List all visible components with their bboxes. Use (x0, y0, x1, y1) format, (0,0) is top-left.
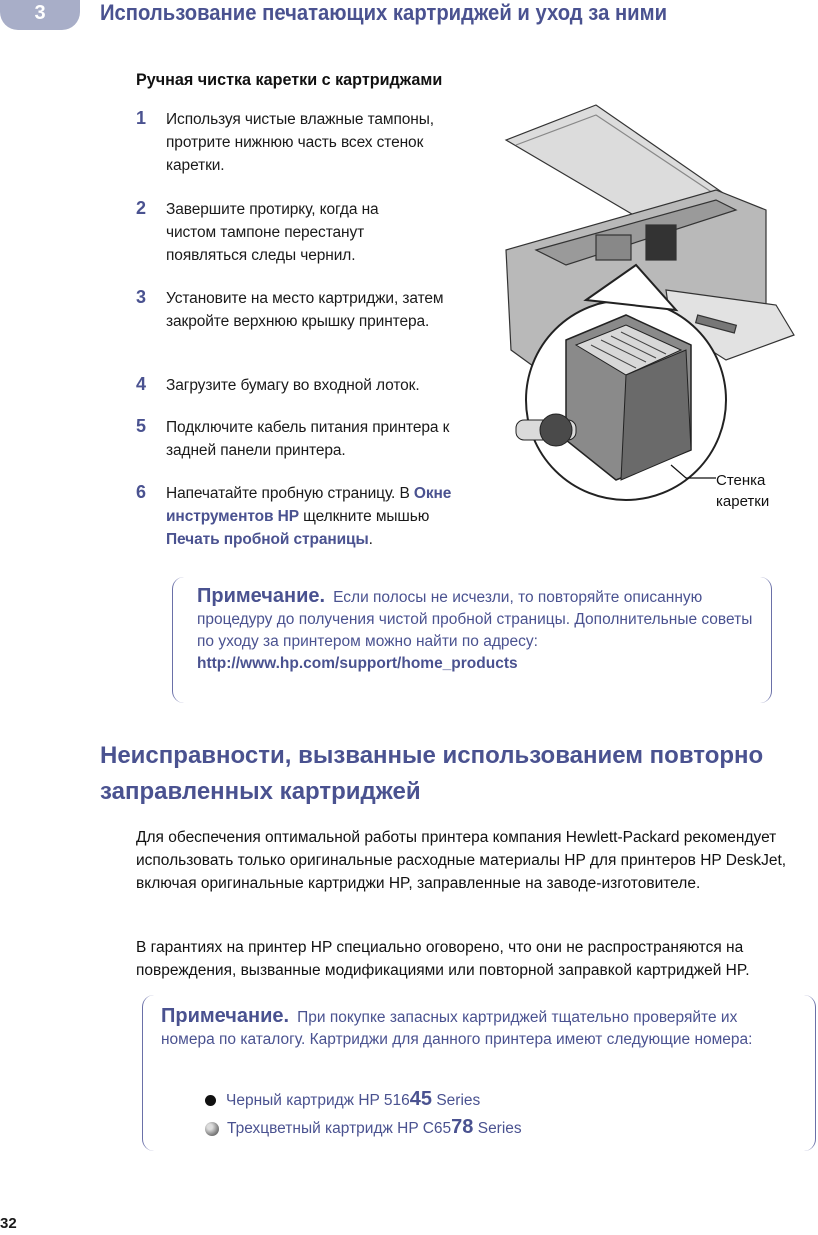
chapter-tab: 3 (0, 0, 80, 30)
step-5 (136, 416, 476, 462)
paragraph: В гарантиях на принтер HP специально оговорено, что они не распространяются на повреждения, вызванные модификациями или повторной заправкой картриджей HP. (136, 939, 750, 979)
step-6 (136, 482, 476, 551)
print-test-page-link[interactable]: Печать пробной страницы (166, 531, 369, 548)
section-title: Ручная чистка каретки с картриджами (136, 70, 443, 89)
item-number: 78 (451, 1116, 474, 1138)
step-text-part: щелкните мышью (298, 508, 430, 525)
note-content (161, 1005, 781, 1051)
step-2 (136, 198, 476, 267)
printer-illustration (476, 100, 806, 530)
support-url-link[interactable]: http://www.hp.com/support/home_products (197, 655, 518, 672)
step-number: 6 (136, 482, 147, 502)
step-number: 1 (136, 108, 147, 128)
tricolor-cartridge-icon (205, 1122, 219, 1136)
item-suffix: Series (473, 1120, 522, 1137)
step-number: 2 (136, 198, 147, 218)
paragraph: Для обеспечения оптимальной работы принтера компания Hewlett-Packard рекомендует использовать только оригинальные расходные материалы HP для принтеров HP DeskJet, включая оригинальные картриджи HP, заправленные на заводе-изготовителе. (136, 829, 787, 892)
step-text-part: Напечатайте пробную страницу. В (166, 485, 414, 502)
note-text: При покупке запасных картриджей тщательно проверяйте их номера по каталогу. Картриджи для данного принтера имеют следующие номера: (161, 1009, 753, 1048)
note-box (172, 577, 772, 703)
item-prefix: Трехцветный картридж HP C65 (227, 1120, 452, 1137)
step-text: Завершите протирку, когда на чистом тампоне перестанут появляться следы чернил. (166, 201, 379, 264)
note-content (197, 585, 757, 675)
step-text-part: . (368, 531, 373, 548)
caption-line: Стенка (716, 472, 766, 489)
step-number: 3 (136, 287, 147, 307)
black-cartridge-icon (205, 1095, 216, 1106)
step-text: Используя чистые влажные тампоны, протрите нижнюю часть всех стенок каретки. (166, 111, 435, 174)
page-number: 32 (0, 1215, 17, 1232)
item-number: 45 (409, 1088, 433, 1110)
item-suffix: Series (432, 1092, 481, 1109)
step-number: 4 (136, 374, 147, 394)
step-3 (136, 287, 476, 333)
step-number: 5 (136, 416, 147, 436)
section-heading: Неисправности, вызванные использованием повторно заправленных картриджей (100, 742, 764, 805)
caption-line: каретки (716, 493, 770, 510)
step-text: Установите на место картриджи, затем закройте верхнюю крышку принтера. (166, 290, 444, 330)
note-label: Примечание. (197, 585, 326, 607)
item-prefix: Черный картридж HP 516 (226, 1092, 410, 1109)
step-text (166, 482, 466, 551)
toolbox-link[interactable]: Окне инструментов HP (166, 485, 452, 525)
chapter-title: Использование печатающих картриджей и уход за ними (100, 0, 668, 25)
step-text: Подключите кабель питания принтера к задней панели принтера. (166, 419, 450, 459)
cartridge-item (205, 1088, 480, 1111)
step-text: Загрузите бумагу во входной лоток. (166, 377, 420, 394)
note-text: Если полосы не исчезли, то повторяйте описанную процедуру до получения чистой пробной страницы. Дополнительные советы по уходу за принтером можно найти по адресу: (197, 589, 753, 650)
step-4 (136, 374, 476, 397)
cartridge-item (205, 1116, 522, 1139)
note-label: Примечание. (161, 1005, 290, 1027)
step-1 (136, 108, 476, 177)
figure-caption (716, 470, 769, 512)
